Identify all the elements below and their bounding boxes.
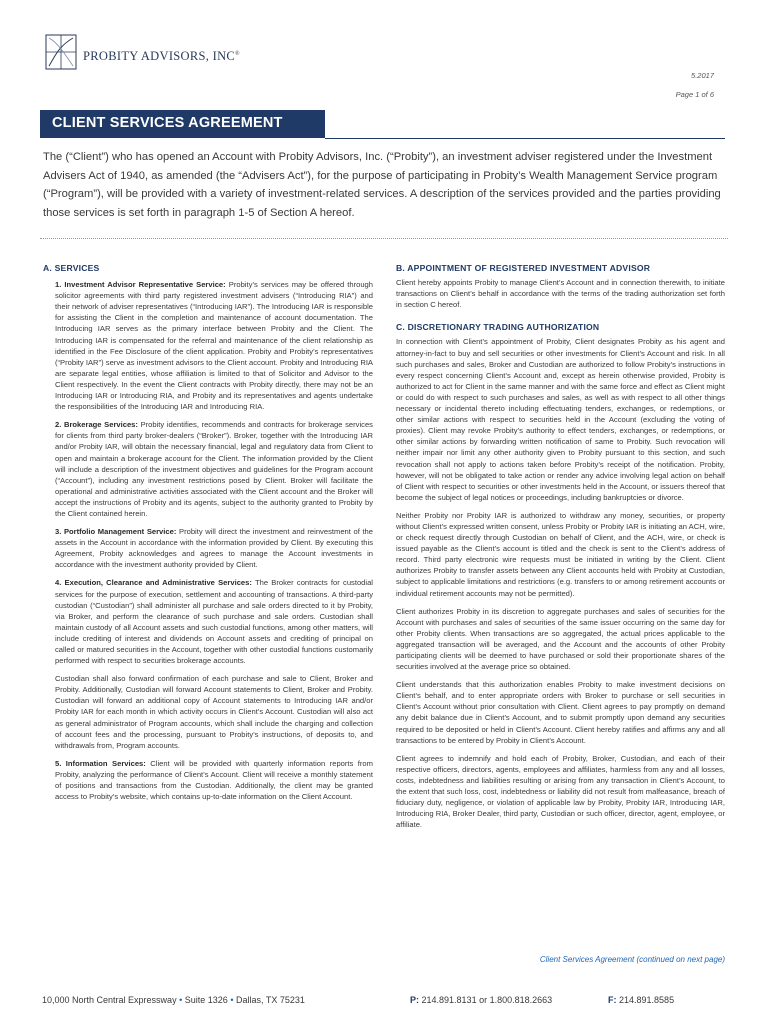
page-title: CLIENT SERVICES AGREEMENT	[52, 115, 283, 131]
title-banner	[40, 110, 325, 138]
footer-phone: P: 214.891.8131 or 1.800.818.2663	[410, 995, 553, 1005]
continued-note: Client Services Agreement (continued on next page)	[539, 955, 725, 964]
title-rule	[325, 138, 725, 139]
service-item-4: 4. Execution, Clearance and Administrative Services: The Broker contracts for custodial services for the purpose of execution, settlement and accounting of transactions. A third-party custodian (“Custodian”) shall administer all purchase and sale orders directed to it by Probity, via Broker, and perform the clearance of such purchase and sale orders. Custodian shall maintain custody of all Account assets and such custodial functions, among other matters, will include crediting of interest and dividends on Account assets and crediting of principal on called or matured securities in the Account, together with other custodial functions customarily performed with respect to securities brokerage accounts.	[55, 578, 373, 666]
footer-fax: F: 214.891.8585	[608, 995, 675, 1005]
section-b-heading: B. APPOINTMENT OF REGISTERED INVESTMENT ADVISOR	[396, 263, 651, 273]
intro-paragraph: The (“Client”) who has opened an Account with Probity Advisors, Inc. (“Probity”), an investment adviser registered under the Investment Advisers Act of 1940, as amended (the “Advisers Act”), for the purpose of participating in Probity’s Wealth Management Service program (“Program”), will be provided with a variety of investment-related services. A description of the services provided and the parties providing those services is set forth in paragraph 1-5 of Section A hereof.	[43, 151, 721, 219]
services-column	[43, 263, 373, 809]
section-c-heading: C. DISCRETIONARY TRADING AUTHORIZATION	[396, 322, 600, 333]
section-divider	[40, 238, 728, 239]
footer-address: 10,000 North Central Expressway • Suite 1326 • Dallas, TX 75231	[42, 995, 305, 1005]
company-logo	[45, 34, 240, 72]
service-item-4-continued: Custodian shall also forward confirmation of each purchase and sale to Client, Broker and Probity. Additionally, Custodian will forward Account statements to Client, Broker and Probity. Custodian will forward an additional copy of Account statements to Introducing IAR and/or Probity IAR for each month in which activity occurs in Client’s Account. Custodian will also act as general administrator of Program accounts, which shall include the charging and collection of account fees and the processing, pursuant to Probity’s instructions, of deposits to, and withdrawals from, Program accounts.	[55, 674, 373, 750]
section-c-paragraph-1: In connection with Client’s appointment of Probity, Client designates Probity as his agent and attorney-in-fact to buy and sell securities or other investments for Client’s Account and risk. In all such purchases and sales, Broker and Custodian are authorized to follow Probity’s instructions in every respect concerning Client’s Account and, except as herein otherwise provided, Probity is authorized to act for Client in the same manner and with the same force and effect as Client might or could do with respect to such purchases and sales, as well as with respect to all other things necessary or incidental thereto including effectuating tenders, exchanges, or redemptions, or other similar actions with respect to securities held in the Account (excluding the voting of proxies). Client may revoke Probity’s authority to effect tenders, exchanges, or redemptions, or other similar actions by forwarding written notification of same to Probity. Such revocation will neither impair nor limit any other authority given to Probity pursuant to this section, and such revocation shall not apply to actions taken before Probity’s receipt of the notification. Probity, however, will not be obligated to take action or render any advice involving legal action on behalf of Client with respect to securities or other investments held in the Account, or issuers thereof that become the subject of legal notices or proceedings, including bankruptcies or divorce.	[396, 337, 725, 502]
document-date: 5.2017	[691, 71, 714, 80]
company-name: PROBITY ADVISORS, INC®	[83, 49, 240, 63]
logo-emblem-icon	[45, 34, 77, 70]
service-item-2: 2. Brokerage Services: Probity identifies, recommends and contracts for brokerage services for clients from third party broker-dealers (“Broker”). Broker, together with the Introducing IAR and/or Probity IAR, will obtain the necessary financial, legal and regulatory data from Client to open and maintain a brokerage account for the Client. The information provided by the Client will include a description of the investment objectives and guidelines for the Program account (“Account”), including any investment restrictions posed by Client. Broker will facilitate the operational and administrative activities associated with the Client account and the Broker will accept the instructions of Probity and its agents, subject to the authority granted to Probity by the Client contained herein.	[55, 420, 373, 518]
section-c-paragraph-2: Neither Probity nor Probity IAR is authorized to withdraw any money, securities, or property without Client’s expressed written consent, unless Probity or Probity IAR is initiating an ACH, wire, or check request directly through Custodian on behalf of Client, and the ACH, wire, or check is issued payable as the Client’s account is titled and the check is sent to the Client’s address of record. Third party electronic wire requests must be initiated in writing by the Client. Client authorizes Probity to transfer assets between any Client accounts held with Probity at Custodian, subject to applicable limitations and restrictions (e.g. transfers to or among retirement accounts or individual retirement accounts may not be permitted).	[396, 510, 725, 598]
section-c-paragraph-4: Client understands that this authorization enables Probity to make investment decisions on Client’s behalf, and to enter appropriate orders with Broker to purchase or sell securities in Client’s Account without prior consultation with Client. Client agrees to pay promptly on demand any debit balance due in Client’s Account, and to submit promptly upon demand any securities required to be deposited or held in Client’s Account. Client hereby ratifies and affirms any and all transactions to be entered by Probity in Client’s Account.	[396, 680, 725, 745]
authorization-column	[396, 263, 725, 837]
section-b-text: Client hereby appoints Probity to manage Client’s Account and in connection therewith, to initiate transactions on Client’s behalf in accordance with the terms of the trading authorization set forth in section C hereof.	[396, 278, 725, 310]
service-item-1: 1. Investment Advisor Representative Service: Probity’s services may be offered through solicitor agreements with third party registered investment advisers (“Introducing RIA”) and their network of adviser representatives (“Introducing IAR”). The Introducing IAR is responsible for assisting the Client in the completion and maintenance of account documentation. The Introducing IAR serves as the primary interface between Probity and the Client. The Introducing IAR is compensated for the referral and maintenance of the client relationship as identified in the Fee Disclosure of the client application. Probity and Probity’s representatives (“Probity IAR”) serve as investment advisors to the Client account. Probity and Introducing RIA are separate legal entities, whose affiliation is limited to that of Solicitor and Advisor to the Client respectively. In the event the Client contracts with Probity directly, there may not be an Introducing IAR or Introducing RIA, and Probity and its representatives and agents undertake the responsibilities of the Introducing IAR and Introducing RIA.	[55, 280, 373, 412]
section-c-paragraph-3: Client authorizes Probity in its discretion to aggregate purchases and sales of securities for the Account with purchases and sales of securities of the same issuer occurring on the same day for other Probity clients. When transactions are so aggregated, the actual prices applicable to the aggregated transaction will be averaged, and the Account and the accounts of other Probity participating clients will be deemed to have purchased or sold their proportionate shares of the securities involved at the average price so obtained.	[396, 606, 725, 672]
page-indicator: Page 1 of 6	[675, 90, 714, 99]
service-item-5: 5. Information Services: Client will be provided with quarterly information reports from Probity, analyzing the performance of Client’s Account. Client will receive a monthly statement of positions and transactions from the Custodian. Additionally, the client may be granted access to Probity’s website, which contains up-to-date information on the Client Account.	[55, 758, 373, 802]
section-a-heading: A. SERVICES	[43, 263, 100, 273]
service-item-3: 3. Portfolio Management Service: Probity will direct the investment and reinvestment of the assets in the Account in accordance with the information provided by Client. By executing this Agreement, Probity acknowledges and agrees to manage the Account investments in accordance with the investment authority provided by Client.	[55, 527, 373, 570]
section-c-paragraph-5: Client agrees to indemnify and hold each of Probity, Broker, Custodian, and each of their respective officers, directors, agents, employees and affiliates, harmless from any and all losses, costs, indebtedness and liabilities resulting or arising from any transaction in Client’s Account, to the extent that such loss, cost, indebtedness or liability did not result from malfeasance, breach of fiduciary duty, negligence, or violation of applicable law by Probity, Probity IAR, Introducing IAR, Introducing RIA, Broker Dealer, third party, Custodian or such officer, director, agent, employee, or affiliate.	[396, 753, 725, 830]
